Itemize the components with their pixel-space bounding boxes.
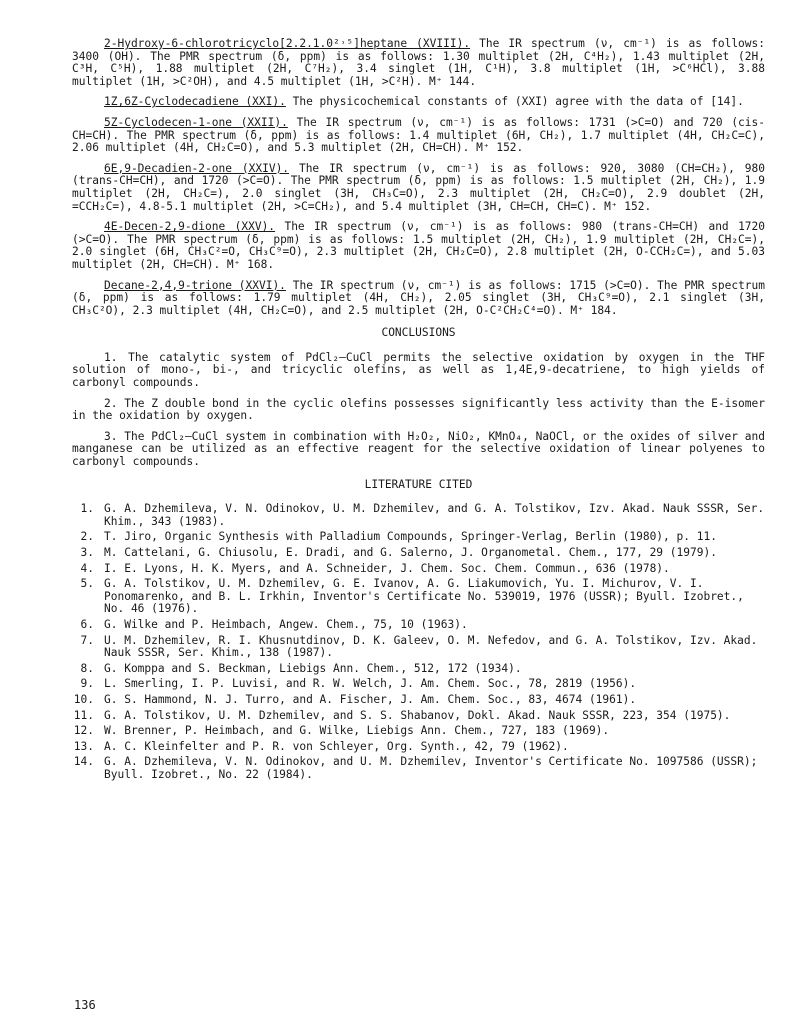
reference-number: 14.	[73, 755, 94, 769]
conclusions-heading: CONCLUSIONS	[381, 326, 456, 340]
compound-entry-xxii	[72, 117, 765, 155]
reference-list	[72, 503, 765, 781]
reference-number: 6.	[80, 617, 94, 631]
compound-description: The IR spectrum (ν, cm⁻¹) is as follows: 920, 3080 (CH=CH₂), 980 (trans-CH=CH), and 1720 (>C=O). The PMR spectrum (δ, ppm) is as follows: 1.5 multiplet (2H, CH₂), 1.9 multiplet (2H, CH₂C=), 2.0 singlet (3H, CH₃C=O), 2.3 multiplet (2H, CH₂C=O), 2.9 doublet (2H, =CCH₂C=), 4.8-5.1 multiplet (2H, >C=CH₂), and 5.4 multiplet (3H, CH=CH, CH=C). M⁺ 152.	[72, 161, 765, 213]
conclusion-item: 3. The PdCl₂–CuCl system in combination with H₂O₂, NiO₂, KMnO₄, NaOCl, or the oxides of silver and manganese can be utilized as an effective reagent for the selective oxidation of linear polyenes to carbonyl compounds.	[72, 429, 765, 469]
reference-text: G. Wilke and P. Heimbach, Angew. Chem., 75, 10 (1963).	[104, 617, 468, 631]
reference-number: 5.	[80, 577, 94, 591]
reference-item	[72, 563, 765, 576]
reference-item	[72, 710, 765, 723]
reference-item	[72, 547, 765, 560]
reference-item	[72, 619, 765, 632]
compound-entry-xxv	[72, 221, 765, 271]
reference-item	[72, 635, 765, 660]
reference-number: 13.	[73, 739, 94, 753]
compound-entry-xxiv	[72, 163, 765, 213]
page-number: 136	[74, 998, 96, 1012]
conclusion-item: 2. The Z double bond in the cyclic olefins possesses significantly less activity than the E-isomer in the oxidation by oxygen.	[72, 396, 765, 423]
reference-number: 1.	[80, 502, 94, 516]
reference-text: L. Smerling, I. P. Luvisi, and R. W. Welch, J. Am. Chem. Soc., 78, 2819 (1956).	[104, 677, 637, 691]
compound-description: The physicochemical constants of (XXI) agree with the data of [14].	[285, 95, 744, 109]
compound-name: 4E-Decen-2,9-dione (XXV).	[104, 220, 276, 234]
compound-name: 5Z-Cyclodecen-1-one (XXII).	[104, 115, 288, 129]
reference-number: 9.	[80, 677, 94, 691]
compound-description: The IR spectrum (ν, cm⁻¹) is as follows: 980 (trans-CH=CH) and 1720 (>C=O). The PMR spectrum (δ, ppm) is as follows: 1.5 multiplet (2H, CH₂), 1.9 multiplet (2H, CH₂C=), 2.0 singlet (6H, CH₃C²=O, CH₃C⁹=O), 2.3 multiplet (2H, CH₂C=O), 2.8 multiplet (2H, O-CCH₂C=), and 5.03 multiplet (2H, CH=CH). M⁺ 168.	[72, 220, 766, 271]
reference-text: T. Jiro, Organic Synthesis with Palladium Compounds, Springer-Verlag, Berlin (1980), p. 11.	[104, 530, 717, 544]
reference-number: 2.	[80, 530, 94, 544]
reference-item	[72, 531, 765, 544]
reference-text: W. Brenner, P. Heimbach, and G. Wilke, Liebigs Ann. Chem., 727, 183 (1969).	[104, 724, 610, 738]
reference-number: 12.	[73, 724, 94, 738]
compound-description: The IR spectrum (ν, cm⁻¹) is as follows: 1715 (>C=O). The PMR spectrum (δ, ppm) is as follows: 1.79 multiplet (4H, CH₂), 2.05 singlet (3H, CH₃C⁹=O), 2.1 singlet (3H, CH₃C²O), 2.3 multiplet (4H, CH₂C=O), and 2.5 multiplet (2H, O-C²CH₂C⁴=O). M⁺ 184.	[72, 278, 766, 317]
reference-item	[72, 678, 765, 691]
reference-text: M. Cattelani, G. Chiusolu, E. Dradi, and G. Salerno, J. Organometal. Chem., 177, 29 (1979).	[104, 546, 717, 559]
compound-name: 6E,9-Decadien-2-one (XXIV).	[104, 161, 290, 175]
compound-description: The IR spectrum (ν, cm⁻¹) is as follows: 3400 (OH). The PMR spectrum (δ, ppm) is as follows: 1.30 multiplet (2H, C⁴H₂), 1.43 multiplet (2H, C³H, C⁵H), 1.88 multiplet (2H, C⁷H₂), 3.4 singlet (1H, C¹H), 3.8 multiplet (1H, >C⁶HCl), 3.88 multiplet (1H, >C²OH), and 4.5 multiplet (1H, >C²H). M⁺ 144.	[72, 37, 765, 88]
reference-text: G. A. Tolstikov, U. M. Dzhemilev, G. E. Ivanov, A. G. Liakumovich, Yu. I. Michurov, V. I. Ponomarenko, and B. L. Irkhin, Inventor's Certificate No. 539019, 1976 (USSR); Byull. Izobret., No. 46 (1976).	[104, 577, 744, 616]
reference-item	[72, 503, 765, 528]
compound-name: 1Z,6Z-Cyclodecadiene (XXI).	[104, 95, 286, 109]
reference-item	[72, 725, 765, 738]
reference-number: 3.	[80, 546, 94, 559]
reference-text: G. A. Tolstikov, U. M. Dzhemilev, and S. S. Shabanov, Dokl. Akad. Nauk SSSR, 223, 354 (1975).	[104, 708, 731, 722]
reference-item	[72, 756, 765, 781]
reference-text: G. A. Dzhemileva, V. N. Odinokov, and U. M. Dzhemilev, Inventor's Certificate No. 1097586 (USSR); Byull. Izobret., No. 22 (1984).	[104, 755, 758, 781]
compound-name: Decane-2,4,9-trione (XXVI).	[104, 278, 286, 292]
compound-entry-xviii	[72, 38, 765, 88]
page-body	[72, 38, 765, 785]
conclusion-item: 1. The catalytic system of PdCl₂–CuCl permits the selective oxidation by oxygen in the THF solution of mono-, bi-, and tricyclic olefins, as well as 1,4E,9-decatriene, to high yields of carbonyl compounds.	[72, 350, 765, 390]
reference-text: G. S. Hammond, N. J. Turro, and A. Fischer, J. Am. Chem. Soc., 83, 4674 (1961).	[104, 692, 637, 706]
reference-number: 8.	[80, 661, 94, 675]
reference-number: 7.	[80, 633, 94, 647]
reference-number: 10.	[73, 692, 94, 706]
reference-text: G. Komppa and S. Beckman, Liebigs Ann. Chem., 512, 172 (1934).	[104, 661, 522, 675]
reference-text: G. A. Dzhemileva, V. N. Odinokov, U. M. Dzhemilev, and G. A. Tolstikov, Izv. Akad. Nauk SSSR, Ser. Khim., 343 (1983).	[104, 502, 765, 528]
compound-entries	[72, 38, 765, 317]
reference-text: I. E. Lyons, H. K. Myers, and A. Schneider, J. Chem. Soc. Chem. Commun., 636 (1978).	[104, 561, 670, 575]
reference-item	[72, 663, 765, 676]
compound-entry-xxi	[72, 96, 765, 109]
reference-text: A. C. Kleinfelter and P. R. von Schleyer, Org. Synth., 42, 79 (1962).	[104, 739, 569, 753]
compound-name: 2-Hydroxy-6-chlorotricyclo[2.2.1.0²˒⁵]heptane (XVIII).	[104, 37, 471, 50]
reference-number: 11.	[73, 708, 94, 722]
compound-entry-xxvi	[72, 280, 765, 318]
reference-item	[72, 741, 765, 754]
reference-text: U. M. Dzhemilev, R. I. Khusnutdinov, D. K. Galeev, O. M. Nefedov, and G. A. Tolstikov, Izv. Akad. Nauk SSSR, Ser. Khim., 138 (1987).	[104, 633, 758, 660]
reference-number: 4.	[80, 561, 94, 575]
literature-heading: LITERATURE CITED	[364, 477, 473, 491]
conclusions-list	[72, 352, 765, 469]
reference-item	[72, 694, 765, 707]
compound-description: The IR spectrum (ν, cm⁻¹) is as follows: 1731 (>C=O) and 720 (cis-CH=CH). The PMR spectrum (δ, ppm) is as follows: 1.4 multiplet (6H, CH₂), 1.7 multiplet (4H, CH₂C=C), 2.06 multiplet (4H, CH₂C=O), and 5.3 multiplet (2H, CH=CH). M⁺ 152.	[72, 115, 766, 155]
reference-item	[72, 578, 765, 616]
